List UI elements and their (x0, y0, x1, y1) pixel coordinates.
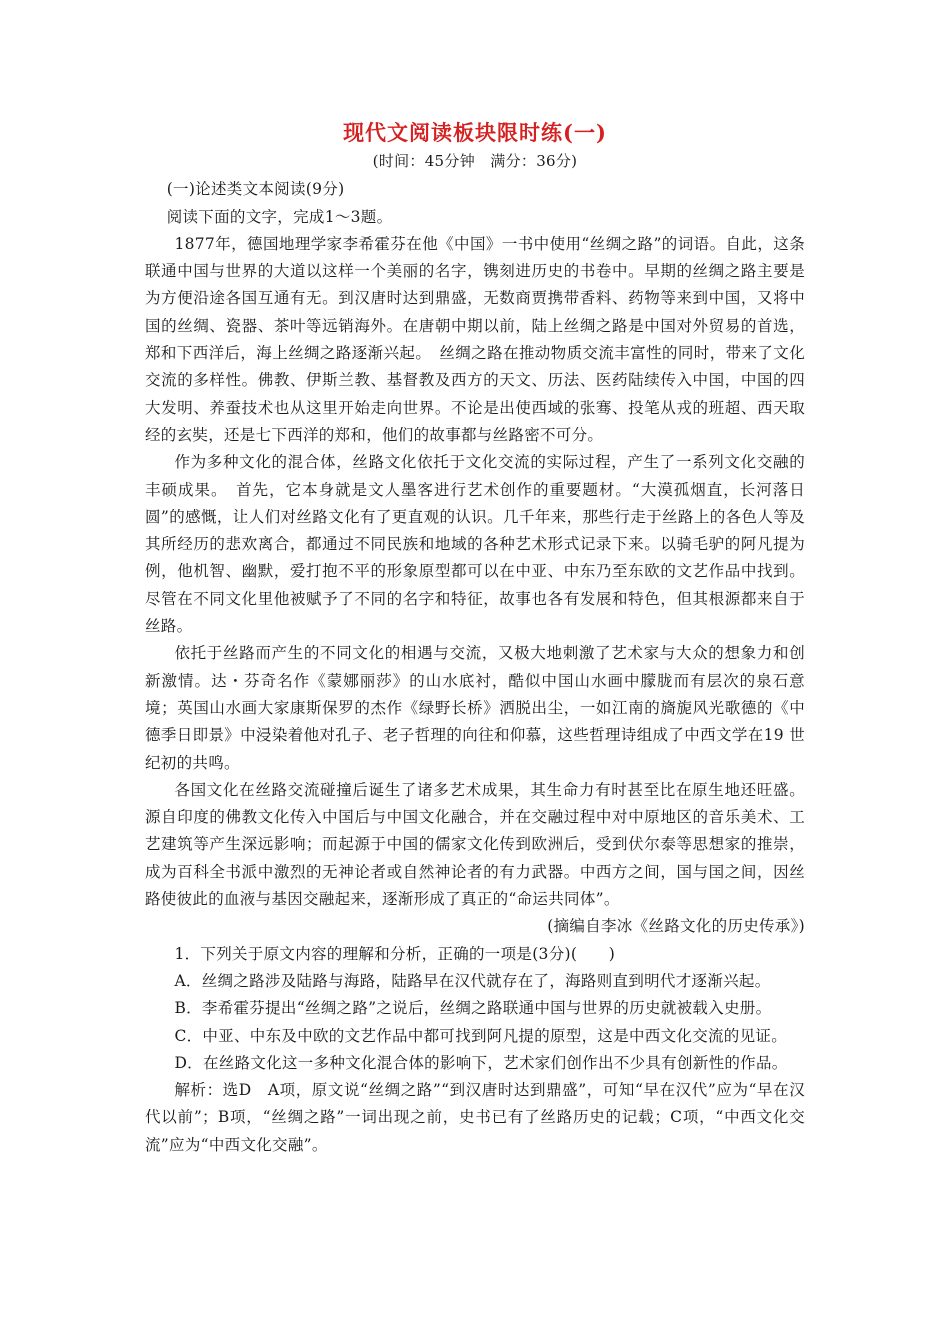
passage-paragraph-2: 作为多种文化的混合体，丝路文化依托于文化交流的实际过程，产生了一系列文化交融的丰硕成果。 首先，它本身就是文人墨客进行艺术创作的重要题材。“大漠孤烟直，长河落日圆”的感慨，让人们对丝路文化有了更直观的认识。几千年来，那些行走于丝路上的各色人等及其所经历的悲欢离合，都通过不同民族和地域的各种艺术形式记录下来。以骑毛驴的阿凡提为例，他机智、幽默，爱打抱不平的形象原型都可以在中亚、中东乃至东欧的文艺作品中找到。尽管在不同文化里他被赋予了不同的名字和特征，故事也各有发展和特色，但其根源都来自于丝路。 (145, 453, 805, 636)
option-d: D．在丝路文化这一多种文化混合体的影响下，艺术家们创作出不少具有创新性的作品。 (174, 1053, 788, 1072)
option-c: C．中亚、中东及中欧的文艺作品中都可找到阿凡提的原型，这是中西文化交流的见证。 (174, 1026, 787, 1045)
passage-paragraph-3: 依托于丝路而产生的不同文化的相遇与交流，又极大地刺激了艺术家与大众的想象力和创新激情。达・芬奇名作《蒙娜丽莎》的山水底衬，酷似中国山水画中朦胧而有层次的泉石意境；英国山水画大家康斯保罗的杰作《绿野长桥》洒脱出尘，一如江南的旖旎风光歌德的《中德季日即景》中浸染着他对孔子、老子哲理的向往和仰慕，这些哲理诗组成了中西文学在19 世纪初的共鸣。 (145, 644, 805, 772)
document-body (145, 118, 805, 1159)
passage-paragraph-4: 各国文化在丝路交流碰撞后诞生了诸多艺术成果，其生命力有时甚至比在原生地还旺盛。源自印度的佛教文化传入中国后与中国文化融合，并在交融过程中对中原地区的音乐美术、工艺建筑等产生深远影响；而起源于中国的儒家文化传到欧洲后，受到伏尔泰等思想家的推崇，成为百科全书派中激烈的无神论者或自然神论者的有力武器。中西方之间，国与国之间，因丝路使彼此的血液与基因交融起来，逐渐形成了真正的“命运共同体”。 (145, 780, 805, 909)
question-1-stem: 1．下列关于原文内容的理解和分析，正确的一项是(3分)( ) (174, 944, 616, 963)
option-a: A．丝绸之路涉及陆路与海路，陆路早在汉代就存在了，海路则直到明代才逐渐兴起。 (174, 971, 771, 990)
section-heading: (一)论述类文本阅读(9分) (166, 180, 345, 199)
option-b: B．李希霍芬提出“丝绸之路”之说后，丝绸之路联通中国与世界的历史就被载入史册。 (174, 999, 772, 1018)
passage-source: (摘编自李冰《丝路文化的历史传承》) (547, 917, 805, 936)
page-title: 现代文阅读板块限时练(一) (343, 120, 607, 145)
answer-analysis: 解析：选D A项，原文说“丝绸之路”“到汉唐时达到鼎盛”，可知“早在汉代”应为“早在汉代以前”；B项，“丝绸之路”一词出现之前，史书已有了丝路历史的记载；C项，“中西文化交流”应为“中西文化交融”。 (145, 1081, 805, 1154)
reading-instruction: 阅读下面的文字，完成1～3题。 (166, 207, 393, 226)
passage-paragraph-1: 1877年，德国地理学家李希霍芬在他《中国》一书中使用“丝绸之路”的词语。自此，这条联通中国与世界的大道以这样一个美丽的名字，镌刻进历史的书卷中。早期的丝绸之路主要是为方便沿途各国互通有无。到汉唐时达到鼎盛，无数商贾携带香料、药物等来到中国，又将中国的丝绸、瓷器、茶叶等远销海外。在唐朝中期以前，陆上丝绸之路是中国对外贸易的首选，郑和下西洋后，海上丝绸之路逐渐兴起。 丝绸之路在推动物质交流丰富性的同时，带来了文化交流的多样性。佛教、伊斯兰教、基督教及西方的天文、历法、医药陆续传入中国，中国的四大发明、养蚕技术也从这里开始走向世界。不论是出使西域的张骞、投笔从戎的班超、西天取经的玄奘，还是七下西洋的郑和，他们的故事都与丝路密不可分。 (145, 234, 805, 444)
time-score-info: (时间：45分钟 满分：36分) (372, 152, 578, 170)
